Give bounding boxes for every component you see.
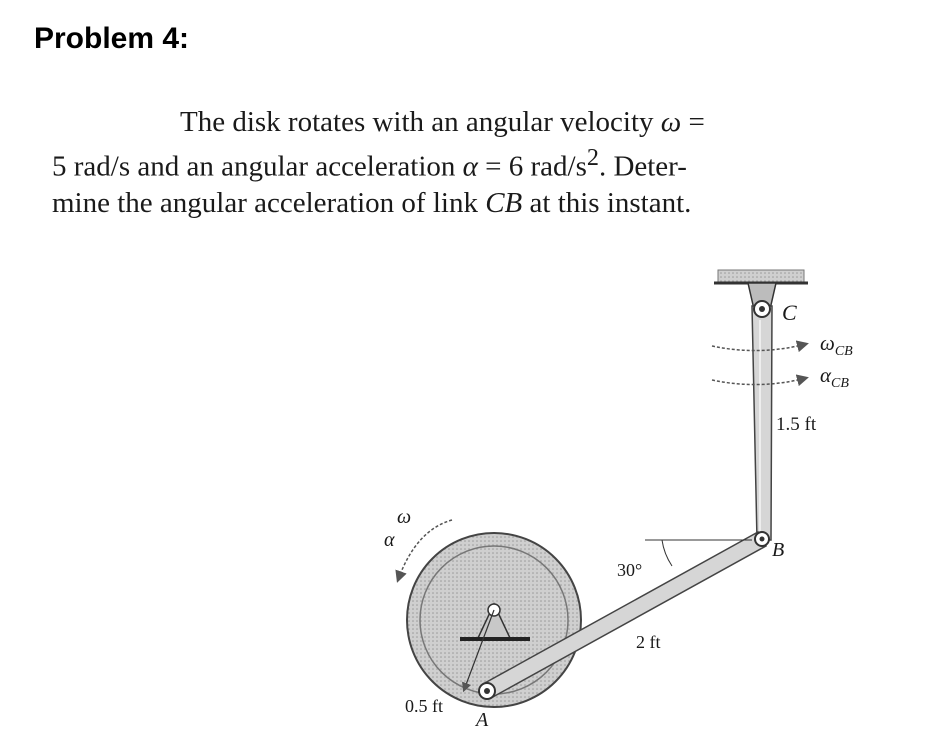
angle-arc	[662, 540, 672, 566]
label-a: A	[476, 709, 489, 731]
radius-label: 0.5 ft	[405, 696, 443, 716]
link-cb	[752, 306, 772, 540]
alpha-disk-label: α	[384, 529, 395, 551]
pin-c-center	[759, 306, 765, 312]
statement-line-3: mine the angular acceleration of link CB at this instant.	[52, 186, 692, 219]
pin-a-center	[484, 688, 490, 694]
statement-line-1: The disk rotates with an angular velocity ω =	[180, 106, 705, 138]
omega-disk-label: ω	[397, 506, 412, 528]
label-c: C	[782, 300, 797, 325]
alpha-cb-label: $\alpha_{CB}$	[820, 363, 849, 391]
pin-b-center	[760, 537, 765, 542]
problem-heading: Problem 4:	[34, 22, 190, 55]
angle-label: 30°	[617, 560, 643, 580]
statement-line-2: 5 rad/s and an angular acceleration α = 6 rad/$s^2$. Deter-	[52, 144, 687, 183]
length-ab-label: 2 ft	[636, 632, 661, 652]
omega-cb-label: $\omega_{CB}$	[820, 331, 853, 359]
label-b: B	[772, 539, 785, 561]
length-cb-label: 1.5 ft	[776, 414, 817, 435]
